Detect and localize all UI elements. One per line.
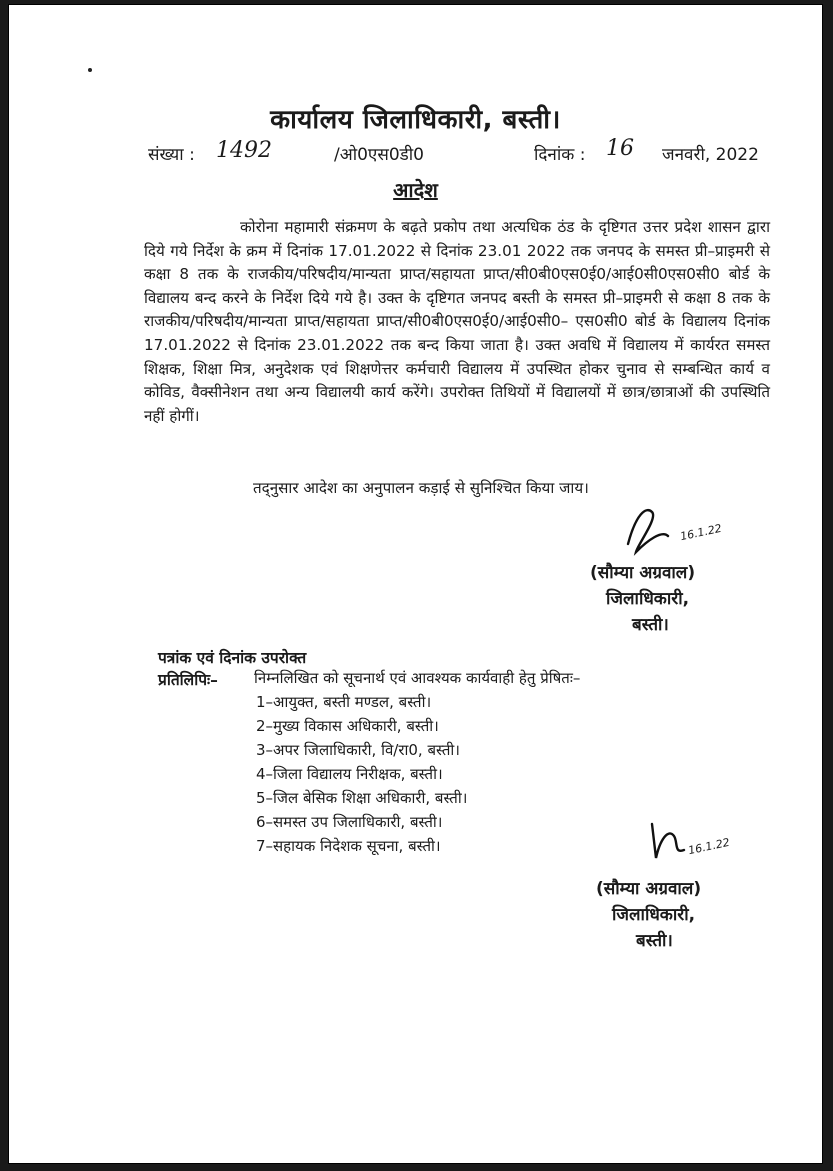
- signature-date-2: 16.1.22: [687, 835, 731, 858]
- signatory-designation-1: जिलाधिकारी,: [606, 589, 690, 609]
- order-heading: आदेश: [393, 178, 438, 202]
- recipient-item: 4–जिला विद्यालय निरीक्षक, बस्ती।: [256, 765, 443, 783]
- cc-label: प्रतिलिपिः–: [158, 671, 218, 689]
- recipient-item: 6–समस्त उप जिलाधिकारी, बस्ती।: [256, 813, 443, 831]
- signatory-place-2: बस्ती।: [636, 931, 673, 951]
- number-suffix: /ओ0एस0डी0: [334, 145, 424, 165]
- number-value: 1492: [216, 138, 272, 163]
- recipient-item: 3–अपर जिलाधिकारी, वि/रा0, बस्ती।: [256, 741, 460, 759]
- signatory-name-1: (सौम्या अग्रवाल): [590, 563, 696, 583]
- signature-date-1: 16.1.22: [679, 521, 723, 544]
- compliance-line: तद्नुसार आदेश का अनुपालन कड़ाई से सुनिश्चित किया जाय।: [253, 479, 589, 497]
- recipient-item: 1–आयुक्त, बस्ती मण्डल, बस्ती।: [256, 693, 432, 711]
- office-title: कार्यालय जिलाधिकारी, बस्ती।: [270, 105, 561, 135]
- signatory-designation-2: जिलाधिकारी,: [612, 905, 696, 925]
- page-speck: [88, 68, 92, 72]
- cc-intro: निम्नलिखित को सूचनार्थ एवं आवश्यक कार्यवाही हेतु प्रेषितः–: [254, 669, 581, 687]
- document-page: [8, 4, 823, 1164]
- recipient-item: 7–सहायक निदेशक सूचना, बस्ती।: [256, 837, 441, 855]
- date-rest: जनवरी, 2022: [662, 145, 759, 165]
- recipient-item: 5–जिल बेसिक शिक्षा अधिकारी, बस्ती।: [256, 789, 468, 807]
- recipient-item: 2–मुख्य विकास अधिकारी, बस्ती।: [256, 717, 439, 735]
- number-label: संख्या :: [148, 145, 195, 165]
- order-paragraph: कोरोना महामारी संक्रमण के बढ़ते प्रकोप तथा अत्यधिक ठंड के दृष्टिगत उत्तर प्रदेश शासन द्वारा दिये गये निर्देश के क्रम में दिनांक 17.01.2022 से दिनांक 23.01 2022 तक जनपद के समस्त प्री–प्राइमरी से कक्षा 8 तक के राजकीय/परिषदीय/मान्यता प्राप्त/सहायता प्राप्त/सी0बी0एस0ई0/आई0सी0एस0सी0 बोर्ड के विद्यालय बन्द करने के निर्देश दिये गये है। उक्त के दृष्टिगत जनपद बस्ती के समस्त प्री–प्राइमरी से कक्षा 8 तक के राजकीय/परिषदीय/मान्यता प्राप्त/सहायता प्राप्त/सी0बी0एस0ई0/आई0सी0– एस0सी0 बोर्ड के विद्यालय दिनांक 17.01.2022 से दिनांक 23.01.2022 तक बन्द किया जाता है। उक्त अवधि में विद्यालय में कार्यरत समस्त शिक्षक, शिक्षा मित्र, अनुदेशक एवं शिक्षणेत्तर कर्मचारी विद्यालय में उपस्थित होकर चुनाव से सम्बन्धित कार्य व कोविड, वैक्सीनेशन तथा अन्य विद्यालयी कार्य करेंगे। उपरोक्त तिथियों में विद्यालयों में छात्र/छात्राओं की उपस्थिति नहीं होगीं।: [144, 218, 770, 425]
- date-day: 16: [606, 136, 634, 161]
- order-body: [144, 216, 770, 428]
- signatory-name-2: (सौम्या अग्रवाल): [596, 879, 702, 899]
- signatory-place-1: बस्ती।: [632, 615, 669, 635]
- date-label: दिनांक :: [534, 145, 586, 165]
- reference-line: पत्रांक एवं दिनांक उपरोक्त: [158, 649, 307, 667]
